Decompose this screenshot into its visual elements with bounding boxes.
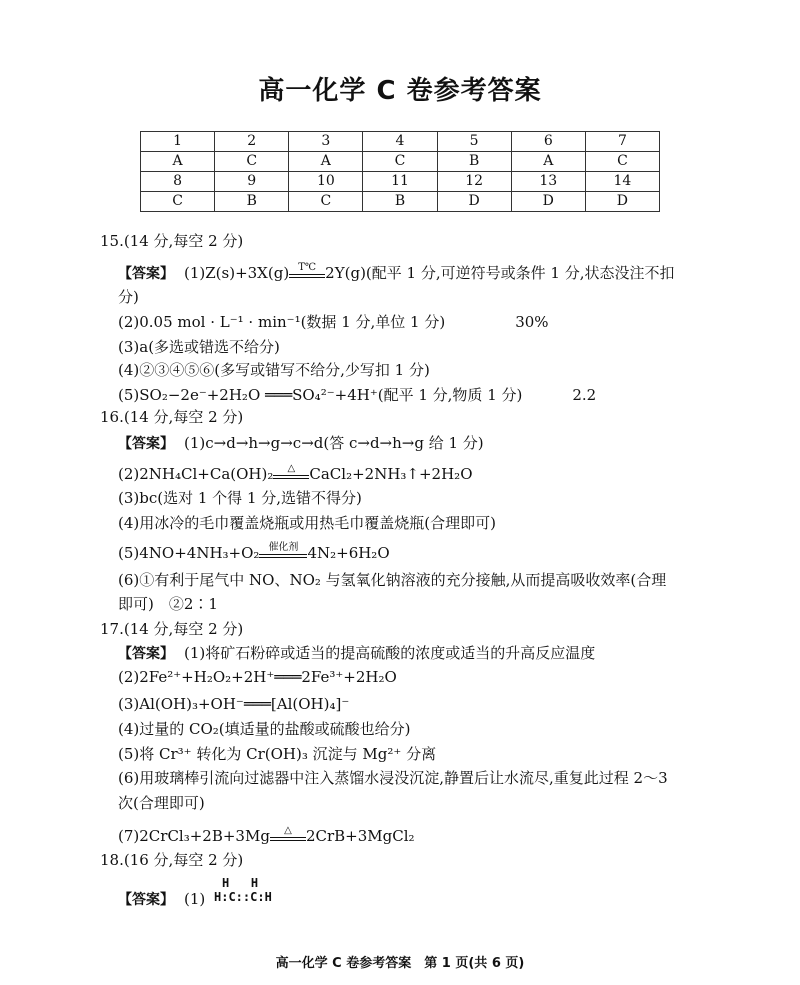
table-row xyxy=(141,172,660,192)
answer-tag: 【答案】 xyxy=(118,646,174,662)
table-cell: A xyxy=(511,152,585,172)
table-cell: C xyxy=(289,192,363,212)
reaction-condition: △ xyxy=(284,825,292,836)
q15-line-1-cont: 分) xyxy=(118,288,139,306)
q15-equation-right: 2Y(g)(配平 1 分,可逆符号或条件 1 分,状态没注不扣 xyxy=(325,264,675,282)
table-cell: D xyxy=(511,192,585,212)
q16-line-4: (4)用冰冷的毛巾覆盖烧瓶或用热毛巾覆盖烧瓶(合理即可) xyxy=(118,514,496,532)
table-cell: 11 xyxy=(363,172,437,192)
q15-value: 2.2 xyxy=(572,386,597,404)
q18-line-1 xyxy=(118,889,205,910)
table-row xyxy=(141,132,660,152)
table-cell: 1 xyxy=(141,132,215,152)
q15-rate: (2)0.05 mol · L⁻¹ · min⁻¹(数据 1 分,单位 1 分) xyxy=(118,313,446,331)
q17-line-6b: 次(合理即可) xyxy=(118,794,205,812)
table-cell: C xyxy=(363,152,437,172)
table-cell: D xyxy=(585,192,659,212)
table-cell: C xyxy=(215,152,289,172)
q17-line-5: (5)将 Cr³⁺ 转化为 Cr(OH)₃ 沉淀与 Mg²⁺ 分离 xyxy=(118,745,437,763)
q16-line-2 xyxy=(118,464,473,484)
q15-equation-left: (1)Z(s)+3X(g) xyxy=(184,264,290,282)
table-cell: B xyxy=(215,192,289,212)
table-cell: 6 xyxy=(511,132,585,152)
q15-percent: 30% xyxy=(515,313,549,331)
reaction-condition: T℃ xyxy=(298,262,317,273)
q17-line-3: (3)Al(OH)₃+OH⁻═══[Al(OH)₄]⁻ xyxy=(118,695,350,713)
table-row xyxy=(141,192,660,212)
q15-electrode-eq: (5)SO₂−2e⁻+2H₂O ═══SO₄²⁻+4H⁺(配平 1 分,物质 1 分) xyxy=(118,386,523,404)
lewis-hydrogen-top: H H xyxy=(222,876,259,890)
q16-eq-right: CaCl₂+2NH₃↑+2H₂O xyxy=(309,465,473,483)
table-cell: 12 xyxy=(437,172,511,192)
q16-line-1 xyxy=(118,433,484,454)
table-cell: 2 xyxy=(215,132,289,152)
q16-order: (1)c→d→h→g→c→d(答 c→d→h→g 给 1 分) xyxy=(184,434,484,452)
table-cell: 4 xyxy=(363,132,437,152)
q18-heading: 18.(16 分,每空 2 分) xyxy=(100,851,244,869)
q18-label: (1) xyxy=(184,890,206,908)
q16-line-3: (3)bc(选对 1 个得 1 分,选错不得分) xyxy=(118,489,362,507)
q17-line-2: (2)2Fe²⁺+H₂O₂+2H⁺═══2Fe³⁺+2H₂O xyxy=(118,668,397,686)
answer-tag: 【答案】 xyxy=(118,266,174,282)
catalyst-arrow-icon xyxy=(259,542,307,558)
q17-line-4: (4)过量的 CO₂(填适量的盐酸或硫酸也给分) xyxy=(118,720,411,738)
table-row xyxy=(141,152,660,172)
table-cell: 9 xyxy=(215,172,289,192)
q15-line-4: (4)②③④⑤⑥(多写或错写不给分,少写扣 1 分) xyxy=(118,361,430,379)
q16-line-6b: 即可) ②2∶1 xyxy=(118,595,218,613)
q16-heading: 16.(14 分,每空 2 分) xyxy=(100,408,244,426)
table-cell: D xyxy=(437,192,511,212)
q15-line-3: (3)a(多选或错选不给分) xyxy=(118,338,280,356)
heat-arrow-icon xyxy=(273,463,309,479)
heat-arrow-icon xyxy=(270,825,306,841)
table-cell: A xyxy=(289,152,363,172)
q17-line-6a: (6)用玻璃棒引流向过滤器中注入蒸馏水浸没沉淀,静置后让水流尽,重复此过程 2～3 xyxy=(118,769,668,787)
table-cell: 13 xyxy=(511,172,585,192)
table-cell: B xyxy=(363,192,437,212)
lewis-main: H:C::C:H xyxy=(214,890,272,904)
table-cell: 8 xyxy=(141,172,215,192)
q16-eq-left: (2)2NH₄Cl+Ca(OH)₂ xyxy=(118,465,274,483)
q17-heading: 17.(14 分,每空 2 分) xyxy=(100,620,244,638)
table-cell: C xyxy=(585,152,659,172)
page-title: 高一化学 C 卷参考答案 xyxy=(258,76,542,106)
q16-line-6a: (6)①有利于尾气中 NO、NO₂ 与氢氧化钠溶液的充分接触,从而提高吸收效率(合理 xyxy=(118,571,667,589)
q17-line-7 xyxy=(118,826,415,846)
table-cell: 5 xyxy=(437,132,511,152)
q17-eq-left: (7)2CrCl₃+2B+3Mg xyxy=(118,827,270,845)
q15-heading: 15.(14 分,每空 2 分) xyxy=(100,232,244,250)
q15-line-2 xyxy=(118,312,549,332)
table-cell: 3 xyxy=(289,132,363,152)
q17-answer-1: (1)将矿石粉碎或适当的提高硫酸的浓度或适当的升高反应温度 xyxy=(184,644,596,662)
answer-tag: 【答案】 xyxy=(118,436,174,452)
reversible-arrow-icon xyxy=(289,262,325,278)
q17-line-1 xyxy=(118,643,595,664)
table-cell: A xyxy=(141,152,215,172)
reaction-condition: 催化剂 xyxy=(268,542,299,553)
q16-line-5 xyxy=(118,543,390,563)
table-cell: 7 xyxy=(585,132,659,152)
q15-line-5 xyxy=(118,385,596,405)
answer-tag: 【答案】 xyxy=(118,892,174,908)
table-cell: 10 xyxy=(289,172,363,192)
table-cell: C xyxy=(141,192,215,212)
page-footer: 高一化学 C 卷参考答案 第 1 页(共 6 页) xyxy=(275,956,525,971)
q17-eq-right: 2CrB+3MgCl₂ xyxy=(305,827,415,845)
q16-eq5-left: (5)4NO+4NH₃+O₂ xyxy=(118,544,260,562)
reaction-condition: △ xyxy=(287,463,296,474)
answer-table xyxy=(140,131,660,212)
table-cell: 14 xyxy=(585,172,659,192)
electron-formula xyxy=(214,876,272,904)
table-cell: B xyxy=(437,152,511,172)
q16-eq5-right: 4N₂+6H₂O xyxy=(307,544,390,562)
q15-line-1 xyxy=(118,263,674,284)
